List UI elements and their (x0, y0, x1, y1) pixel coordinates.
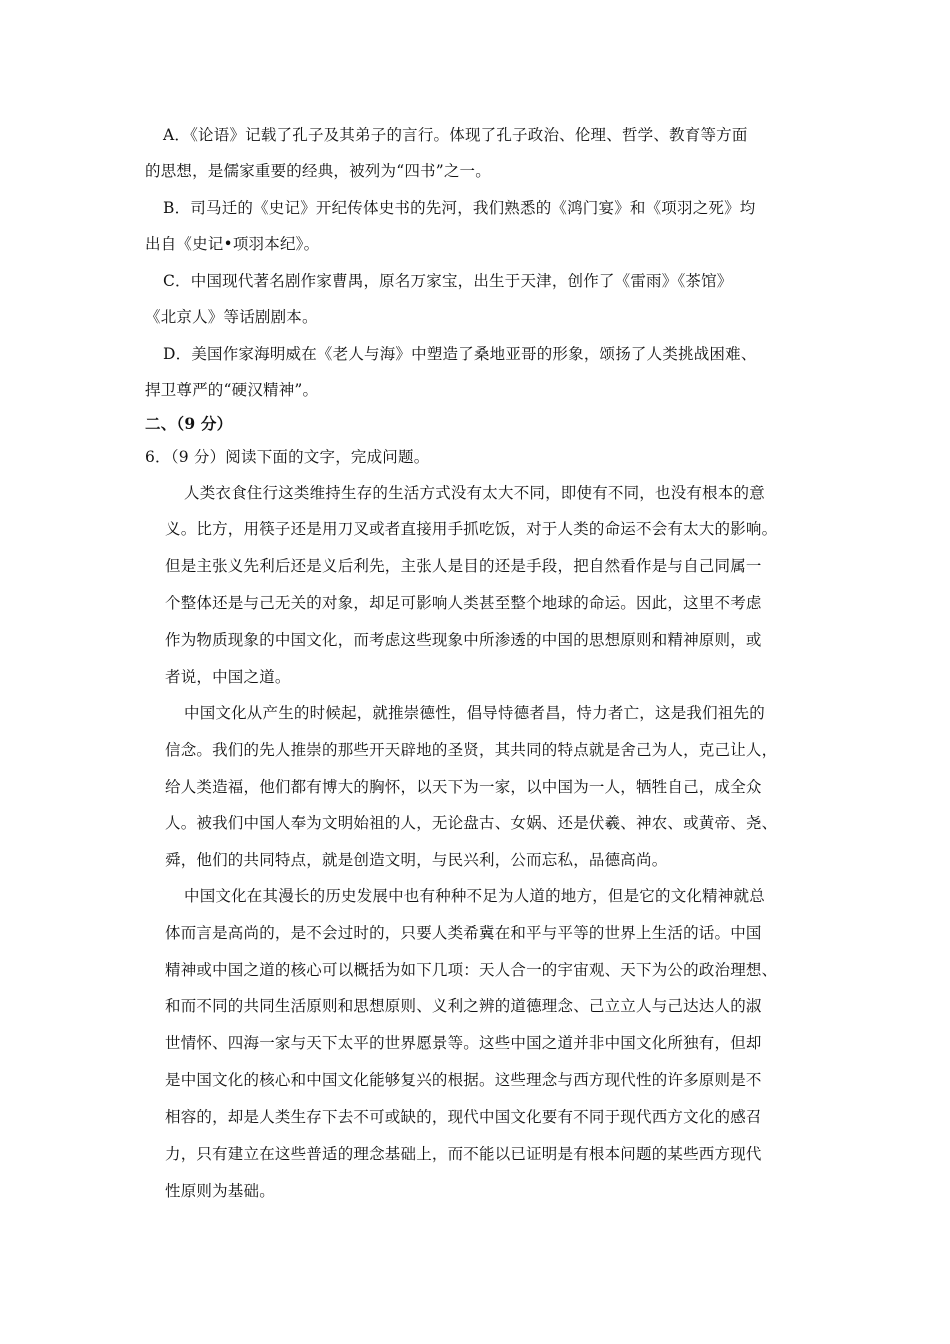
section-heading: 二、（9 分） (145, 414, 233, 433)
option-c-line-1: C．中国现代著名剧作家曹禺，原名万家宝，出生于天津，创作了《雷雨》《茶馆》 (163, 272, 733, 290)
passage-p3-line-5: 世情怀、四海一家与天下太平的世界愿景等。这些中国之道并非中国文化所独有，但却 (165, 1034, 762, 1052)
passage-p3-line-2: 体而言是高尚的，是不会过时的，只要人类希冀在和平与平等的世界上生活的话。中国 (165, 924, 762, 942)
option-c-line-2: 《北京人》等话剧剧本。 (145, 308, 318, 326)
option-b-line-2: 出自《史记•项羽本纪》。 (145, 235, 320, 253)
passage-p3-line-4: 和而不同的共同生活原则和思想原则、义利之辨的道德理念、己立立人与己达达人的淑 (165, 997, 762, 1015)
passage-p1-line-2: 义。比方，用筷子还是用刀叉或者直接用手抓吃饭，对于人类的命运不会有太大的影响。 (165, 520, 778, 538)
option-a-line-2: 的思想，是儒家重要的经典，被列为“四书”之一。 (145, 162, 491, 180)
passage-p3-line-6: 是中国文化的核心和中国文化能够复兴的根据。这些理念与西方现代性的许多原则是不 (165, 1071, 762, 1089)
passage-p2-line-4: 人。被我们中国人奉为文明始祖的人，无论盘古、女娲、还是伏羲、神农、或黄帝、尧、 (165, 814, 778, 832)
passage-p2-line-3: 给人类造福，他们都有博大的胸怀，以天下为一家，以中国为一人，牺牲自己，成全众 (165, 778, 762, 796)
passage-p1-line-4: 个整体还是与己无关的对象，却足可影响人类甚至整个地球的命运。因此，这里不考虑 (165, 594, 762, 612)
option-d-line-1: D．美国作家海明威在《老人与海》中塑造了桑地亚哥的形象，颂扬了人类挑战困难、 (163, 345, 757, 363)
option-b-line-1: B．司马迁的《史记》开纪传体史书的先河，我们熟悉的《鸿门宴》和《项羽之死》均 (163, 199, 756, 217)
passage-p3-line-8: 力，只有建立在这些普适的理念基础上，而不能以已证明是有根本问题的某些西方现代 (165, 1145, 762, 1163)
passage-p1-line-3: 但是主张义先利后还是义后利先，主张人是目的还是手段，把自然看作是与自己同属一 (165, 557, 762, 575)
passage-p2-line-2: 信念。我们的先人推崇的那些开天辟地的圣贤，其共同的特点就是舍己为人，克己让人， (165, 741, 778, 759)
passage-p3-line-1: 中国文化在其漫长的历史发展中也有种种不足为人道的地方，但是它的文化精神就总 (184, 887, 765, 905)
passage-p1-line-6: 者说，中国之道。 (165, 668, 291, 686)
passage-p2-line-5: 舜，他们的共同特点，就是创造文明，与民兴利，公而忘私，品德高尚。 (165, 851, 668, 869)
question-prompt: 6．（9 分）阅读下面的文字，完成问题。 (145, 448, 430, 466)
passage-p1-line-1: 人类衣食住行这类维持生存的生活方式没有太大不同，即使有不同，也没有根本的意 (184, 484, 765, 502)
passage-p3-line-7: 相容的，却是人类生存下去不可或缺的，现代中国文化要有不同于现代西方文化的感召 (165, 1108, 762, 1126)
option-d-line-2: 捍卫尊严的“硬汉精神”。 (145, 381, 319, 399)
passage-p1-line-5: 作为物质现象的中国文化，而考虑这些现象中所渗透的中国的思想原则和精神原则，或 (165, 631, 762, 649)
passage-p3-line-3: 精神或中国之道的核心可以概括为如下几项：天人合一的宇宙观、天下为公的政治理想、 (165, 961, 778, 979)
passage-p2-line-1: 中国文化从产生的时候起，就推崇德性，倡导恃德者昌，恃力者亡，这是我们祖先的 (184, 704, 765, 722)
option-a-line-1: A．《论语》记载了孔子及其弟子的言行。体现了孔子政治、伦理、哲学、教育等方面 (163, 126, 748, 144)
passage-p3-line-9: 性原则为基础。 (165, 1182, 275, 1200)
